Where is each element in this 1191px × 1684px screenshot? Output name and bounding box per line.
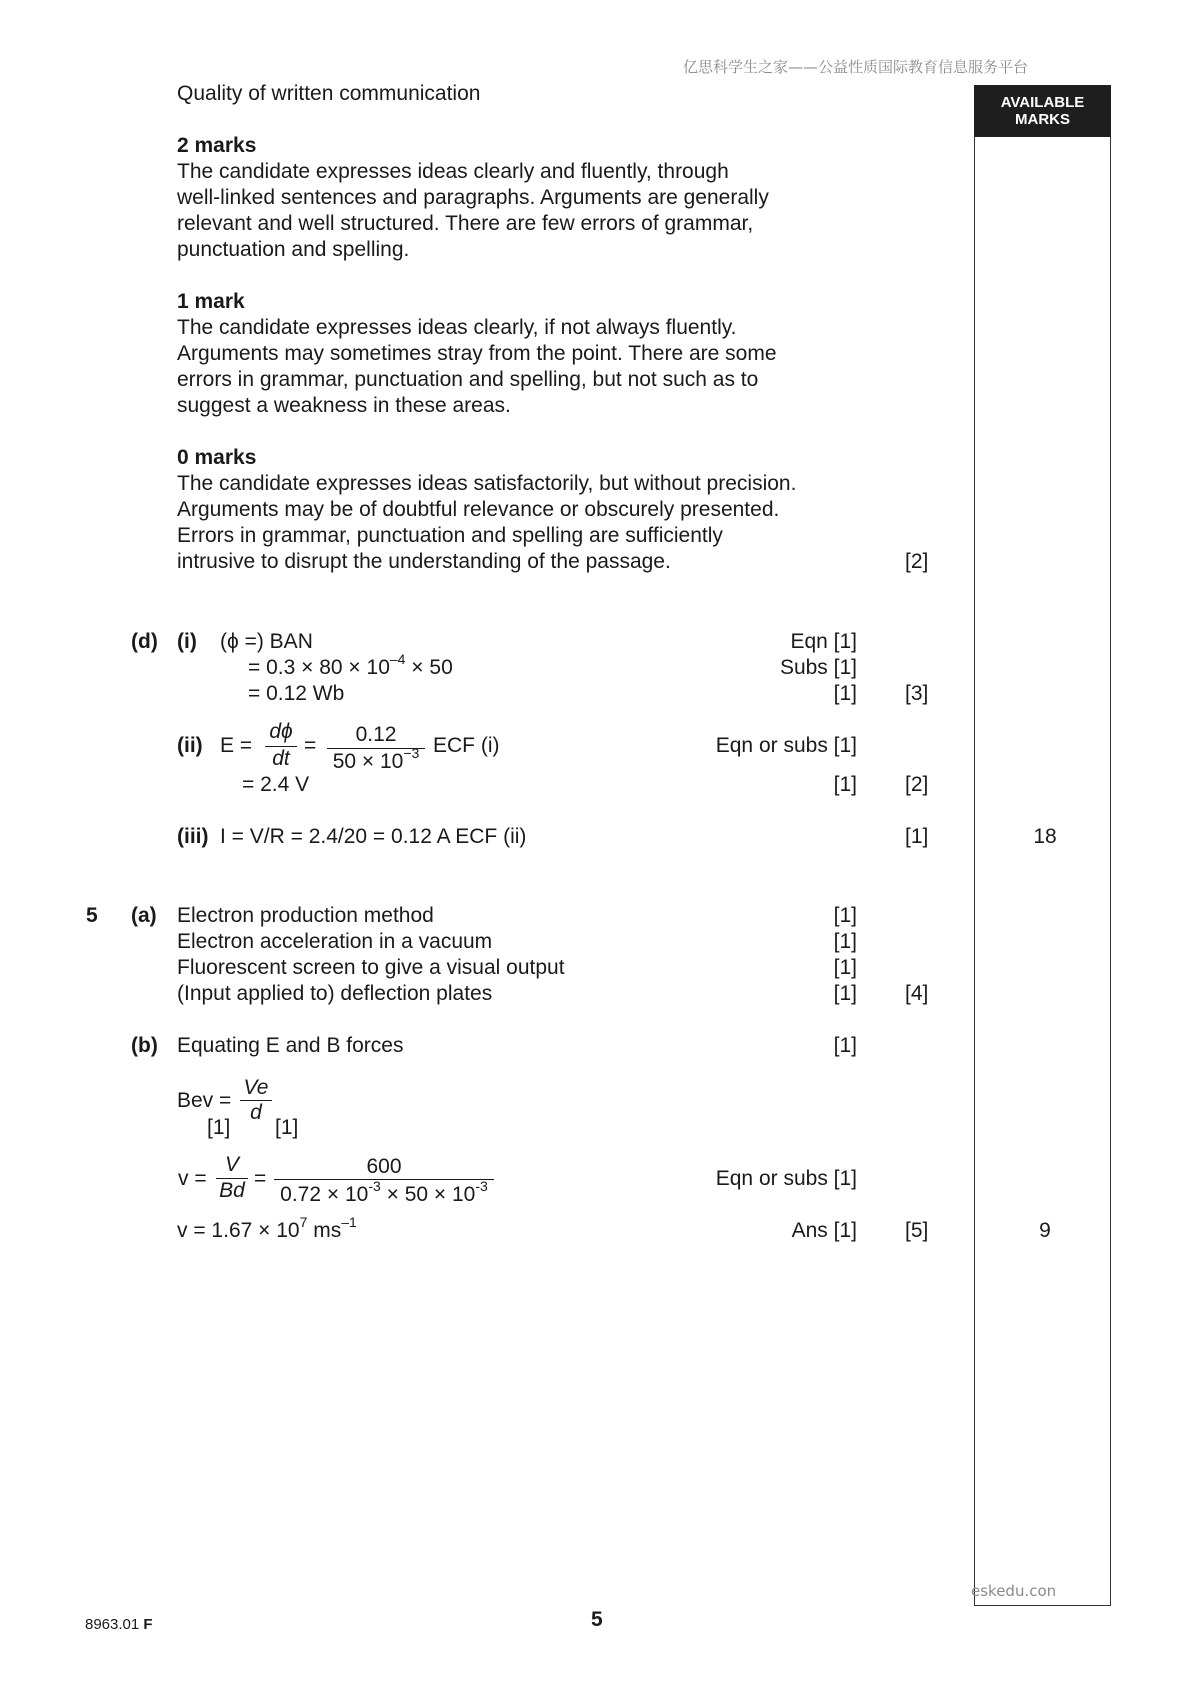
q4d-i-mark-eqn: Eqn [1]	[790, 630, 857, 653]
q5b-denominator-exponent1: -3	[368, 1178, 381, 1194]
q4-available-marks: 18	[1033, 825, 1057, 848]
q4d-i-line3: = 0.12 Wb	[248, 682, 345, 705]
q4d-ii-equals: =	[304, 734, 317, 757]
q5a-item-3-mark: [1]	[833, 956, 857, 979]
q5a-item-1-mark: [1]	[833, 904, 857, 927]
q4d-ii-denominator-main: 50 × 10	[332, 750, 404, 773]
q5b-answer	[177, 1214, 357, 1244]
q5b-answer-main: v = 1.67 × 10	[177, 1219, 300, 1242]
q4d-iii-mark: [1]	[905, 825, 929, 848]
paper-code-suffix: F	[143, 1616, 153, 1633]
q4d-ii-label: (ii)	[177, 734, 203, 757]
qwc-0marks-line2: Arguments may be of doubtful relevance or obscurely presented.	[177, 498, 780, 521]
paper-code-number: 8963.01	[85, 1616, 140, 1633]
q5b-answer-exponent1: 7	[299, 1214, 308, 1230]
qwc-0marks-line3: Errors in grammar, punctuation and spelling are sufficiently	[177, 524, 723, 547]
qwc-1mark-line2: Arguments may sometimes stray from the point. There are some	[177, 342, 777, 365]
q5a-item-4-mark: [1]	[833, 982, 857, 1005]
q5b-mark-left: [1]	[207, 1116, 231, 1139]
q4d-i-line1: (ϕ =) BAN	[220, 630, 313, 653]
q5a-item-2: Electron acceleration in a vacuum	[177, 930, 493, 953]
q4d-ii-total-mark: [2]	[905, 773, 929, 796]
q4d-ii-result: = 2.4 V	[242, 773, 310, 796]
q4d-iii-label: (iii)	[177, 825, 209, 848]
q4d-i-mark-subs: Subs [1]	[779, 656, 857, 679]
q4d-i-mark-ans: [1]	[833, 682, 857, 705]
q5b-mark-right: [1]	[275, 1116, 299, 1139]
q5b-d: d	[250, 1101, 262, 1124]
q5b-line1: Equating E and B forces	[177, 1034, 404, 1057]
qwc-2marks-line1: The candidate expresses ideas clearly and fluently, through	[177, 160, 729, 183]
q4d-i-line2-main: = 0.3 × 80 × 10	[248, 656, 390, 679]
q5b-denominator	[274, 1178, 494, 1208]
available-marks-header	[974, 85, 1111, 137]
q5-number: 5	[86, 904, 98, 927]
q5a-label: (a)	[131, 904, 157, 927]
q5b-denominator-part1: 0.72 × 10	[280, 1183, 369, 1206]
q4d-ii-mark-eqn: Eqn or subs [1]	[715, 734, 857, 757]
q5-available-marks: 9	[1039, 1219, 1051, 1242]
qwc-total-mark: [2]	[905, 550, 929, 573]
qwc-2marks-heading: 2 marks	[177, 134, 257, 157]
qwc-0marks-line4: intrusive to disrupt the understanding of the passage.	[177, 550, 671, 573]
q5b-mark-ans: Ans [1]	[791, 1219, 857, 1242]
qwc-2marks-line2: well-linked sentences and paragraphs. Arguments are generally	[177, 186, 769, 209]
q4d-i-line2-tail: × 50	[405, 656, 453, 679]
available-marks-header-line1: AVAILABLE	[1000, 94, 1085, 111]
qwc-1mark-line1: The candidate expresses ideas clearly, if not always fluently.	[177, 316, 737, 339]
qwc-1mark-line4: suggest a weakness in these areas.	[177, 394, 511, 417]
page-number: 5	[591, 1608, 603, 1631]
footer-watermark: eskedu.con	[971, 1582, 1057, 1600]
q4d-i-line2	[248, 651, 453, 681]
q4d-ii-mark-ans: [1]	[833, 773, 857, 796]
q4d-iii-text: I = V/R = 2.4/20 = 0.12 A ECF (ii)	[220, 825, 527, 848]
qwc-0marks-line1: The candidate expresses ideas satisfactorily, but without precision.	[177, 472, 797, 495]
qwc-0marks-heading: 0 marks	[177, 446, 257, 469]
q5a-item-3: Fluorescent screen to give a visual output	[177, 956, 565, 979]
available-marks-header-line2: MARKS	[1015, 111, 1070, 128]
q5b-numerator: 600	[366, 1155, 402, 1178]
q5b-denominator-exponent2: -3	[475, 1178, 488, 1194]
q5b-label: (b)	[131, 1034, 158, 1057]
q4d-ii-denominator	[327, 745, 425, 775]
qwc-2marks-line4: punctuation and spelling.	[177, 238, 410, 261]
q5b-answer-exponent2: –1	[341, 1214, 357, 1230]
q4d-i-line2-exponent: –4	[389, 651, 406, 667]
q5a-item-1: Electron production method	[177, 904, 434, 927]
q5b-v-numerator: V	[224, 1153, 239, 1176]
q5a-total-mark: [4]	[905, 982, 929, 1005]
q5b-bev: Bev =	[177, 1089, 232, 1112]
q4d-ii-denominator-exponent: −3	[403, 745, 420, 761]
q5b-line1-mark: [1]	[833, 1034, 857, 1057]
q4d-ii-ecf: ECF (i)	[433, 734, 500, 757]
q5b-equals: =	[254, 1167, 267, 1190]
q4d-i-total-mark: [3]	[905, 682, 929, 705]
q5b-ve: Ve	[243, 1076, 269, 1099]
q5a-item-4: (Input applied to) deflection plates	[177, 982, 493, 1005]
header-watermark: 亿思科学生之家——公益性质国际教育信息服务平台	[683, 58, 1029, 76]
q4d-ii-numerator: 0.12	[355, 723, 397, 746]
q4d-ii-dt: dt	[272, 747, 290, 770]
q5b-mark-eqn: Eqn or subs [1]	[715, 1167, 857, 1190]
q5a-item-2-mark: [1]	[833, 930, 857, 953]
q4d-i-label: (i)	[177, 630, 197, 653]
q5b-v-denominator: Bd	[219, 1179, 245, 1202]
qwc-2marks-line3: relevant and well structured. There are few errors of grammar,	[177, 212, 754, 235]
qwc-1mark-heading: 1 mark	[177, 290, 245, 313]
q4d-ii-dphi: dϕ	[269, 720, 293, 743]
q5b-fraction-bar-3	[274, 1179, 494, 1180]
paper-code	[85, 1612, 153, 1638]
qwc-1mark-line3: errors in grammar, punctuation and spelling, but not such as to	[177, 368, 759, 391]
qwc-title: Quality of written communication	[177, 82, 481, 105]
q5b-denominator-part2: × 50 × 10	[380, 1183, 476, 1206]
q4d-label: (d)	[131, 630, 158, 653]
q5b-total-mark: [5]	[905, 1219, 929, 1242]
q4d-ii-e-equals: E =	[220, 734, 253, 757]
q5b-answer-unit: ms	[307, 1219, 342, 1242]
q5b-v-equals: v =	[178, 1167, 207, 1190]
